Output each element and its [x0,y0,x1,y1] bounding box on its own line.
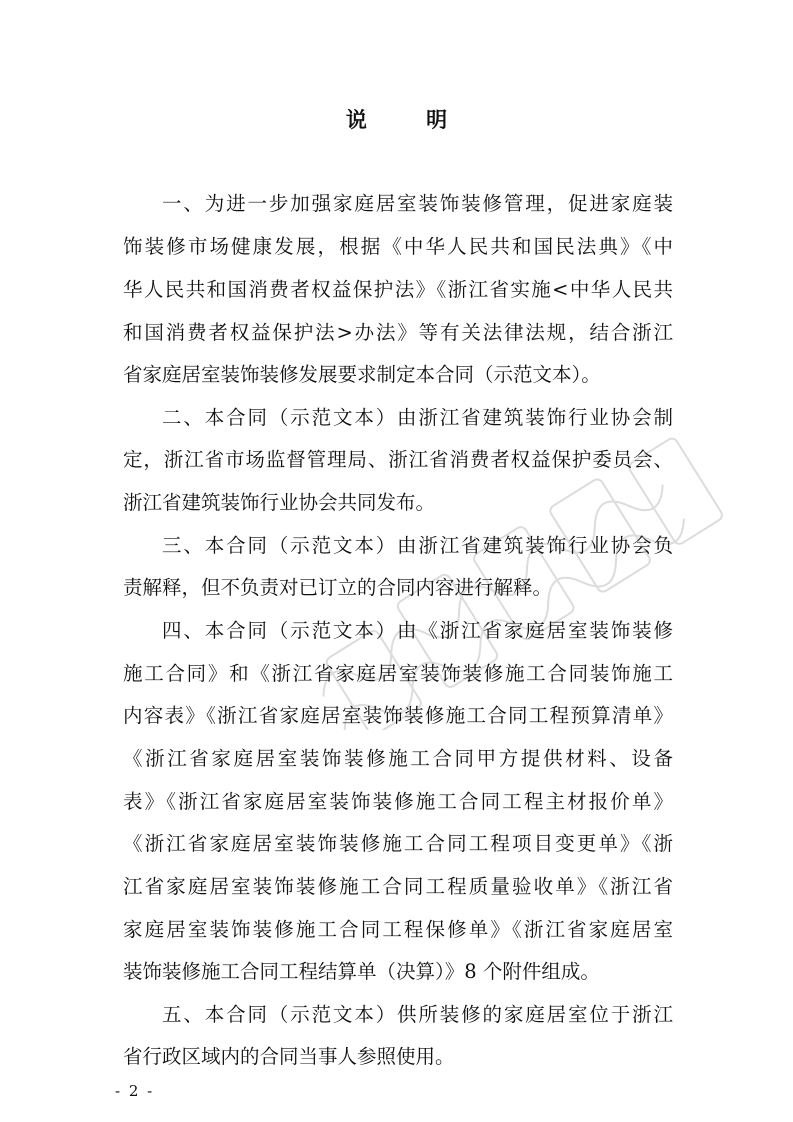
paragraph-line: 《浙江省家庭居室装饰装修施工合同工程项目变更单》《浙 [123,832,673,855]
paragraph-line: 责解释，但不负责对已订立的合同内容进行解释。 [123,576,553,599]
paragraph-line: 四、本合同（示范文本）由《浙江省家庭居室装饰装修 [162,619,673,642]
paragraph-line: 家庭居室装饰装修施工合同工程保修单》《浙江省家庭居室 [123,918,673,941]
paragraph-line: 饰装修市场健康发展，根据《中华人民共和国民法典》《中 [123,235,673,258]
paragraph-line: 五、本合同（示范文本）供所装修的家庭居室位于浙江 [162,1003,673,1026]
paragraph-line: 施工合同》和《浙江省家庭居室装饰装修施工合同装饰施工 [123,662,673,685]
paragraph-line: 三、本合同（示范文本）由浙江省建筑装饰行业协会负 [162,534,673,557]
paragraph-line: 华人民共和国消费者权益保护法》《浙江省实施<中华人民共 [123,278,673,301]
paragraph-line: 和国消费者权益保护法>办法》等有关法律法规，结合浙江 [123,321,673,344]
page-number: - 2 - [115,1082,155,1100]
paragraph-line: 一、为进一步加强家庭居室装饰装修管理，促进家庭装 [162,192,673,215]
paragraph-line: 定，浙江省市场监督管理局、浙江省消费者权益保护委员会、 [123,448,673,471]
paragraph-line: 省行政区域内的合同当事人参照使用。 [123,1045,455,1068]
paragraph-line: 装饰装修施工合同工程结算单（决算）》8 个附件组成。 [123,960,600,983]
paragraph-line: 省家庭居室装饰装修发展要求制定本合同（示范文本）。 [123,363,601,386]
paragraph-line: 二、本合同（示范文本）由浙江省建筑装饰行业协会制 [162,406,673,429]
paragraph-line: 江省家庭居室装饰装修施工合同工程质量验收单》《浙江省 [123,875,673,898]
document-title: 说 明 [345,107,474,132]
paragraph-line: 表》《浙江省家庭居室装饰装修施工合同工程主材报价单》 [123,790,673,813]
paragraph-line: 内容表》《浙江省家庭居室装饰装修施工合同工程预算清单》 [123,704,673,727]
paragraph-line: 《浙江省家庭居室装饰装修施工合同甲方提供材料、设备 [123,747,673,770]
paragraph-line: 浙江省建筑装饰行业协会共同发布。 [123,491,436,514]
